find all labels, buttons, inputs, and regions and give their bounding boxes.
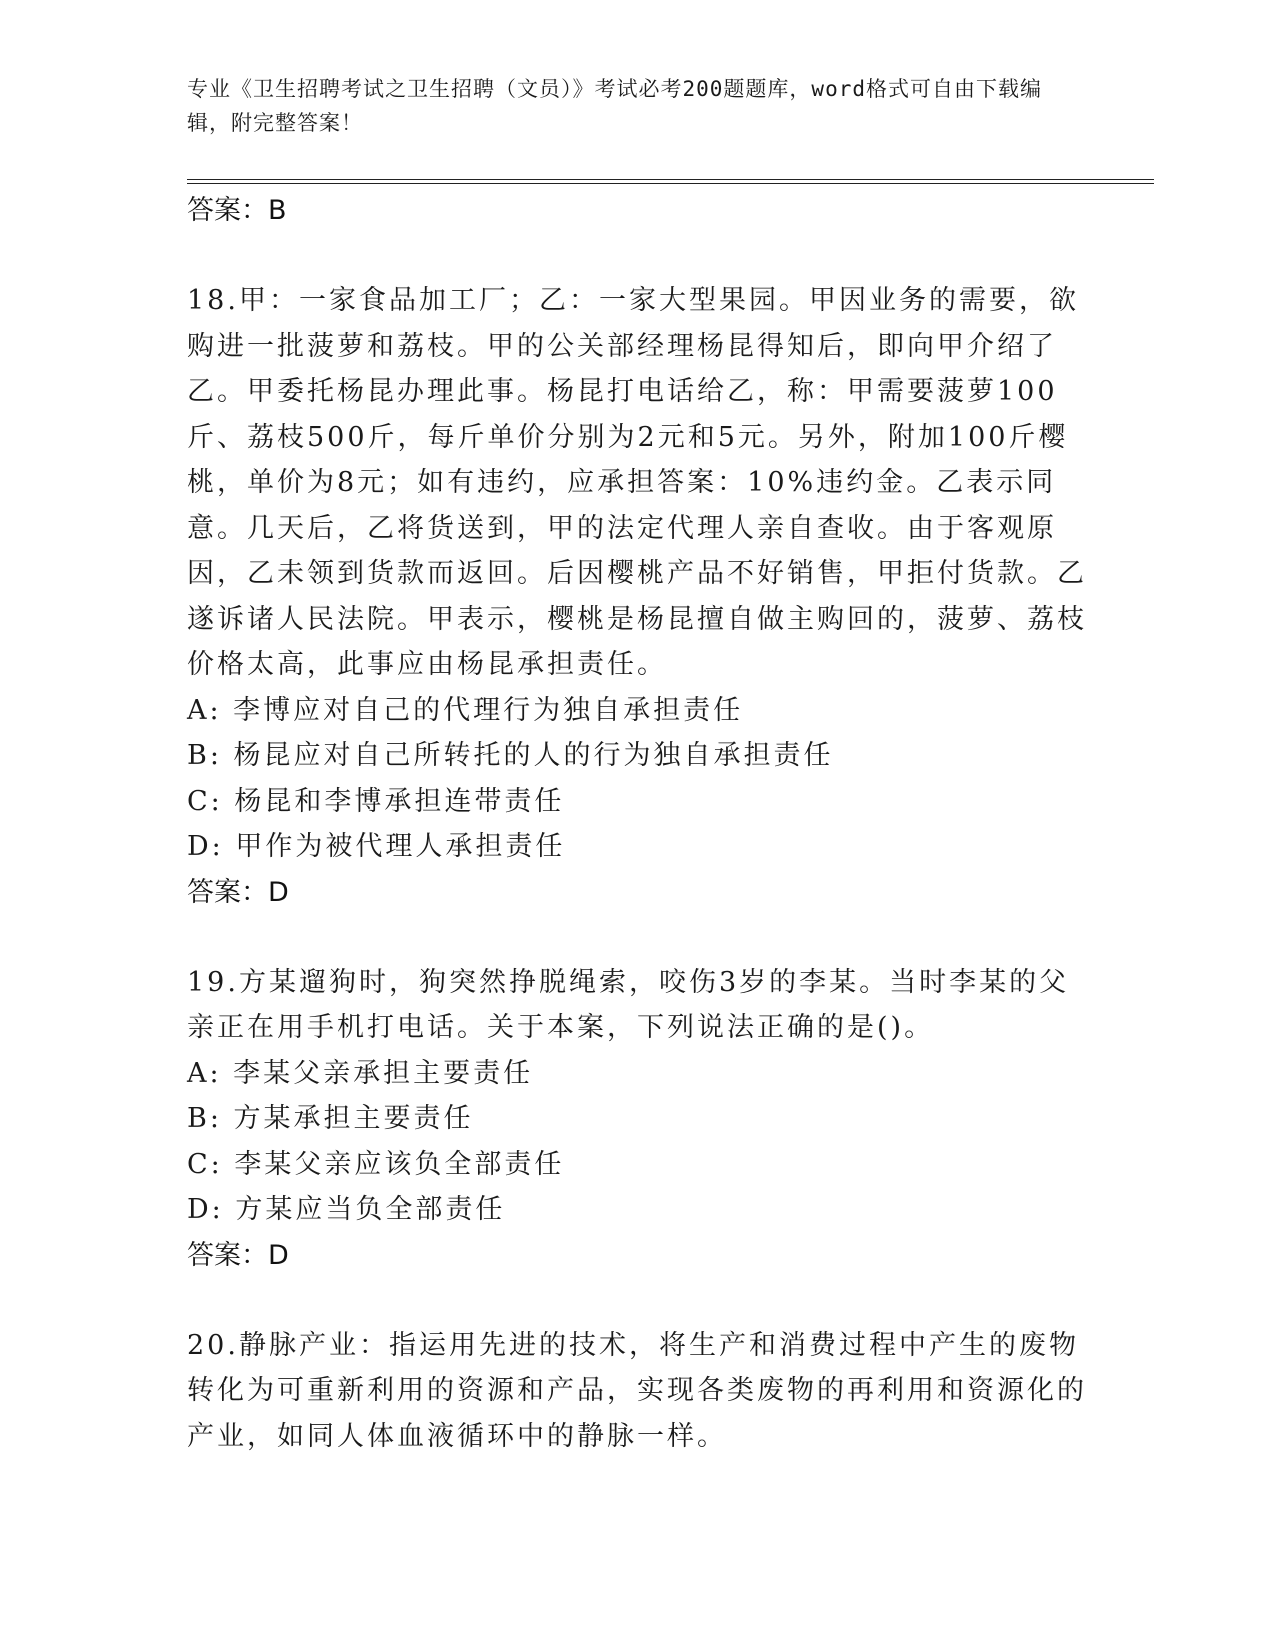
- spacer: [187, 233, 1087, 278]
- question-18-option-d: D: 甲作为被代理人承担责任: [187, 831, 566, 862]
- question-19-option-d: D: 方某应当负全部责任: [187, 1194, 506, 1225]
- spacer: [187, 1278, 1087, 1323]
- question-19-answer: 答案：D: [187, 1239, 289, 1271]
- document-header: 专业《卫生招聘考试之卫生招聘（文员）》考试必考200题题库，word格式可自由下载编辑，附完整答案！: [187, 77, 1042, 135]
- question-20-text: 20.静脉产业：指运用先进的技术，将生产和消费过程中产生的废物转化为可重新利用的资源和产品，实现各类废物的再利用和资源化的产业，如同人体血液循环中的静脉一样。: [187, 1329, 1087, 1452]
- question-19-text: 19.方某遛狗时，狗突然挣脱绳索，咬伤3岁的李某。当时李某的父亲正在用手机打电话。关于本案，下列说法正确的是()。: [187, 966, 1070, 1043]
- spacer: [187, 915, 1087, 960]
- header-rule-top: [187, 179, 1154, 180]
- question-19-option-b: B: 方某承担主要责任: [187, 1103, 474, 1134]
- previous-answer: 答案：B: [187, 195, 287, 226]
- header-rule-bottom: [187, 183, 1154, 184]
- question-18-option-b: B: 杨昆应对自己所转托的人的行为独自承担责任: [187, 740, 834, 771]
- question-18-option-a: A: 李博应对自己的代理行为独自承担责任: [187, 694, 744, 726]
- document-body: [187, 188, 1087, 1459]
- question-19-option-c: C: 李某父亲应该负全部责任: [187, 1148, 565, 1180]
- question-18-answer: 答案：D: [187, 876, 289, 908]
- question-19-option-a: A: 李某父亲承担主要责任: [187, 1057, 534, 1089]
- question-18-option-c: C: 杨昆和李博承担连带责任: [187, 785, 565, 817]
- question-18-text: 18.甲：一家食品加工厂；乙：一家大型果园。甲因业务的需要，欲购进一批菠萝和荔枝。甲的公关部经理杨昆得知后，即向甲介绍了乙。甲委托杨昆办理此事。杨昆打电话给乙，称：甲需要菠萝100斤、荔枝500斤，每斤单价分别为2元和5元。另外，附加100斤樱桃，单价为8元；如有违约，应承担答案：10%违约金。乙表示同意。几天后，乙将货送到，甲的法定代理人亲自查收。由于客观原因，乙未领到货款而返回。后因樱桃产品不好销售，甲拒付货款。乙遂诉诸人民法院。甲表示，樱桃是杨昆擅自做主购回的，菠萝、荔枝价格太高，此事应由杨昆承担责任。: [187, 285, 1087, 680]
